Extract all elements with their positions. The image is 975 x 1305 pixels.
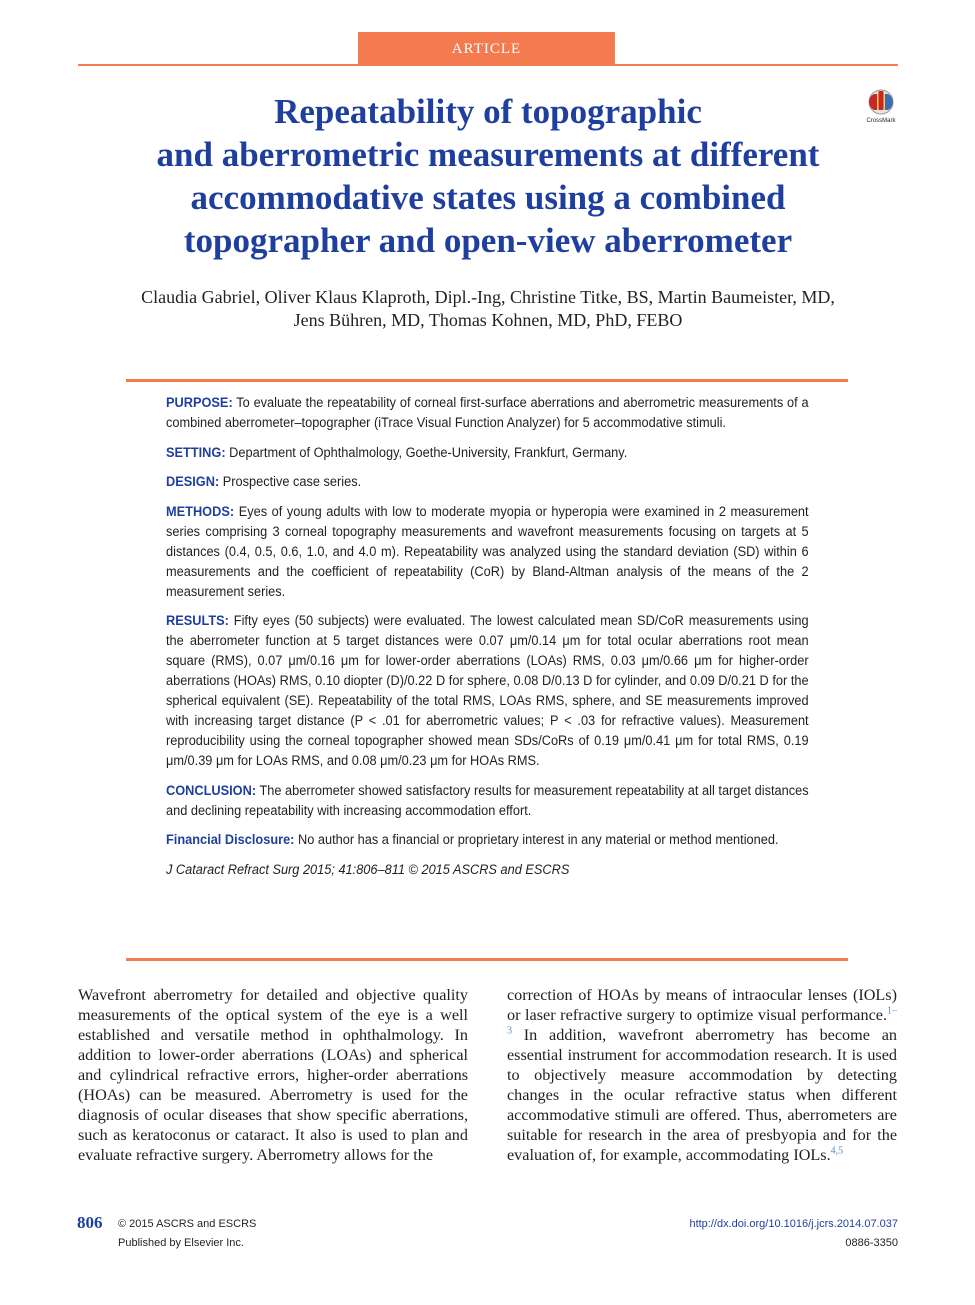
methods-label: METHODS:	[166, 503, 235, 520]
abstract-setting	[166, 443, 809, 463]
journal-citation: J Cataract Refract Surg 2015; 41:806–811 © 2015 ASCRS and ESCRS	[166, 861, 570, 878]
reference-link[interactable]: 1–3	[507, 1005, 897, 1037]
title-line: accommodative states using a combined	[190, 178, 786, 217]
author-list	[90, 286, 886, 332]
abstract-top-rule	[126, 379, 848, 382]
abstract	[166, 393, 809, 889]
abstract-conclusion	[166, 781, 809, 821]
methods-text: Eyes of young adults with low to moderate myopia or hyperopia were examined in 2 measurement series comprising 3 corneal topography measurements and wavefront measurements focusing on targets at 5 distances (0.4, 0.5, 0.6, 1.0, and 4.0 m). Repeatability was analyzed using the standard deviation (SD) within 6 measurements and the coefficient of repeatability (CoR) by Bland-Altman analysis of the means of the 2 measurement series.	[166, 503, 809, 600]
body-left-column: Wavefront aberrometry for detailed and objective quality measurements of the optical system of the eye is a well established and versatile method in ophthalmology. In addition to lower-order aberrations (LOAs) and spherical and cylindrical refractive errors, higher-order aberrations (HOAs) can be measured. Aberrometry is used for the diagnosis of ocular diseases that show specific aberrations, such as keratoconus or cataract. It also is used to plan and evaluate refractive surgery. Aberrometry allows for the	[78, 986, 468, 1164]
setting-text: Department of Ophthalmology, Goethe-University, Frankfurt, Germany.	[225, 444, 628, 461]
copyright-notice: © 2015 ASCRS and ESCRS	[118, 1218, 257, 1230]
results-label: RESULTS:	[166, 613, 229, 629]
title-line: and aberrometric measurements at different	[156, 135, 820, 174]
article-title	[100, 90, 876, 262]
abstract-results	[166, 611, 809, 771]
crossmark-badge[interactable]	[862, 88, 900, 128]
conclusion-text: The aberrometer showed satisfactory results for measurement repeatability at all target distances and declining repeatability with increasing accommodation effort.	[166, 782, 809, 819]
purpose-label: PURPOSE:	[166, 395, 233, 411]
crossmark-icon	[862, 88, 900, 118]
header-rule	[78, 64, 898, 66]
authors-line: Jens Bühren, MD, Thomas Kohnen, MD, PhD, FEBO	[293, 310, 683, 330]
reference-link[interactable]: 4,5	[830, 1145, 844, 1157]
body-right-column	[507, 985, 897, 1165]
conclusion-label: CONCLUSION:	[166, 782, 257, 799]
body-text: In addition, wavefront aberrometry has become an essential instrument for accommodation research. It is used to objectively measure accommodation by detecting changes in the ocular refractive status when different accommodative stimuli are offered. Thus, aberrometers are suitable for research in the area of presbyopia and for the evaluation of, for example, accommodating IOLs.	[507, 1026, 897, 1164]
abstract-bottom-rule	[126, 958, 848, 961]
body-text: correction of HOAs by means of intraocular lenses (IOLs) or laser refractive surgery to optimize visual performance.	[507, 986, 897, 1024]
purpose-text: To evaluate the repeatability of corneal first-surface aberrations and aberrometric measurements of a combined aberrometer–topographer (iTrace Visual Function Analyzer) for 5 accommodative stimuli.	[166, 395, 809, 431]
page-number: 806	[77, 1213, 103, 1232]
results-text: Fifty eyes (50 subjects) were evaluated. The lowest calculated mean SD/CoR measurements using the aberrometer function at 5 target distances were 0.07 μm/0.14 μm for total ocular aberrations root mean square (RMS), 0.07 μm/0.16 μm for lower-order aberrations (LOAs) RMS, 0.03 μm/0.66 μm for higher-order aberrations (HOAs) RMS, 0.10 diopter (D)/0.22 D for sphere, 0.08 D/0.13 D for cylinder, and 0.09 D/0.21 D for the spherical equivalent (SE). Repeatability of the total RMS, LOAs RMS, sphere, and SE measurements improved with increasing target distance (P < .01 for aberrometric values; P < .03 for refractive values). Measurement reproducibility using the corneal topographer showed mean SDs/CoRs of 0.19 μm/0.41 μm for total RMS, 0.19 μm/0.39 μm for LOAs RMS, and 0.08 μm/0.23 μm for HOAs RMS.	[166, 613, 809, 769]
authors-line: Claudia Gabriel, Oliver Klaus Klaproth, Dipl.-Ing, Christine Titke, BS, Martin Baumeister, MD,	[141, 287, 835, 307]
disclosure-text: No author has a financial or proprietary interest in any material or method mentioned.	[294, 832, 779, 848]
design-text: Prospective case series.	[219, 474, 362, 490]
publisher-notice: Published by Elsevier Inc.	[118, 1237, 244, 1249]
crossmark-label: CrossMark	[866, 118, 896, 124]
doi-link[interactable]: http://dx.doi.org/10.1016/j.jcrs.2014.07.037	[689, 1218, 898, 1230]
setting-label: SETTING:	[166, 444, 226, 461]
abstract-methods	[166, 502, 809, 602]
abstract-purpose	[166, 393, 809, 433]
disclosure-label: Financial Disclosure:	[166, 832, 295, 848]
abstract-disclosure	[166, 830, 809, 850]
abstract-design	[166, 472, 809, 492]
title-line: Repeatability of topographic	[274, 92, 702, 131]
title-line: topographer and open-view aberrometer	[183, 221, 793, 260]
design-label: DESIGN:	[166, 474, 220, 490]
article-section-tag: ARTICLE	[358, 32, 615, 65]
issn: 0886-3350	[845, 1237, 898, 1249]
